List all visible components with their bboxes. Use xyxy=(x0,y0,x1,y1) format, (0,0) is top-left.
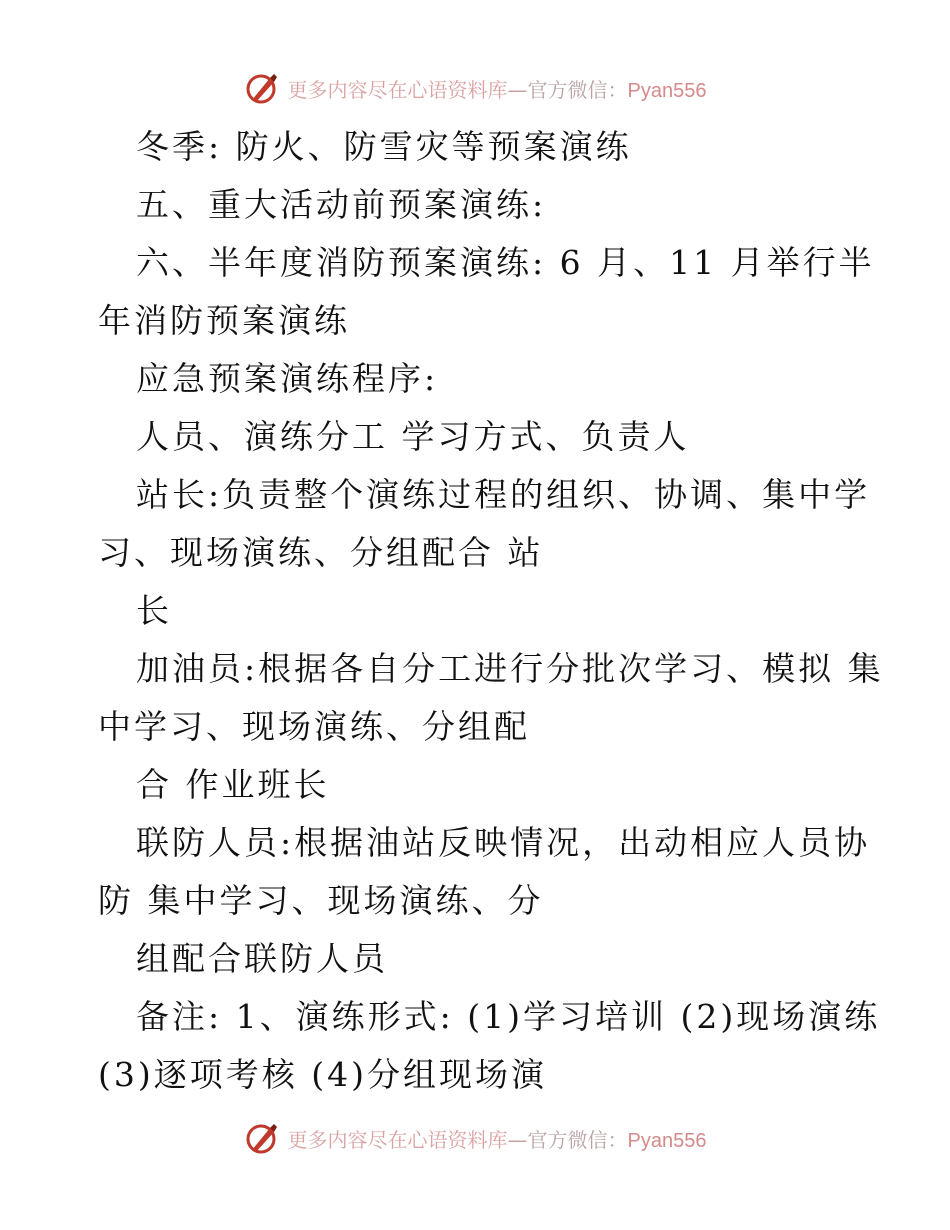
watermark-dash: — xyxy=(507,1127,528,1152)
text-line: 习、现场演练、分组配合 站 xyxy=(98,533,544,572)
text-line: 长 xyxy=(136,591,172,630)
watermark-text xyxy=(288,74,707,103)
text-line: 年消防预案演练 xyxy=(98,301,350,340)
text-line: 联防人员:根据油站反映情况，出动相应人员协 xyxy=(136,823,871,862)
pen-logo-icon xyxy=(244,70,280,106)
text-line: 人员、演练分工 学习方式、负责人 xyxy=(136,417,690,456)
text-line: 备注: 1、演练形式: (1)学习培训 (2)现场演练 xyxy=(136,997,881,1036)
watermark-dash: — xyxy=(507,77,528,102)
text-line: (3)逐项考核 (4)分组现场演 xyxy=(98,1055,547,1094)
text-line: 冬季: 防火、防雪灾等预案演练 xyxy=(136,127,632,166)
text-line: 应急预案演练程序: xyxy=(136,359,439,398)
text-line: 合 作业班长 xyxy=(136,765,330,804)
text-line: 五、重大活动前预案演练: xyxy=(136,185,547,224)
text-line: 加油员:根据各自分工进行分批次学习、模拟 集 xyxy=(136,649,884,688)
watermark-site: 更多内容尽在心语资料库 xyxy=(287,77,508,102)
document-body xyxy=(98,118,884,1104)
text-line: 六、半年度消防预案演练: 6 月、11 月举行半 xyxy=(136,243,875,282)
watermark-wechat-id: Pyan556 xyxy=(627,79,707,102)
watermark-footer xyxy=(0,1120,950,1156)
text-line: 组配合联防人员 xyxy=(136,939,388,978)
text-line: 中学习、现场演练、分组配 xyxy=(98,707,530,746)
watermark-site: 更多内容尽在心语资料库 xyxy=(287,1127,508,1152)
watermark-wechat-label: 官方微信： xyxy=(527,77,628,102)
watermark-text xyxy=(288,1124,707,1153)
pen-logo-icon xyxy=(244,1120,280,1156)
text-line: 站长:负责整个演练过程的组织、协调、集中学 xyxy=(136,475,871,514)
watermark-header xyxy=(0,70,950,106)
text-line: 防 集中学习、现场演练、分 xyxy=(98,881,544,920)
watermark-wechat-id: Pyan556 xyxy=(627,1129,707,1152)
watermark-wechat-label: 官方微信： xyxy=(527,1127,628,1152)
